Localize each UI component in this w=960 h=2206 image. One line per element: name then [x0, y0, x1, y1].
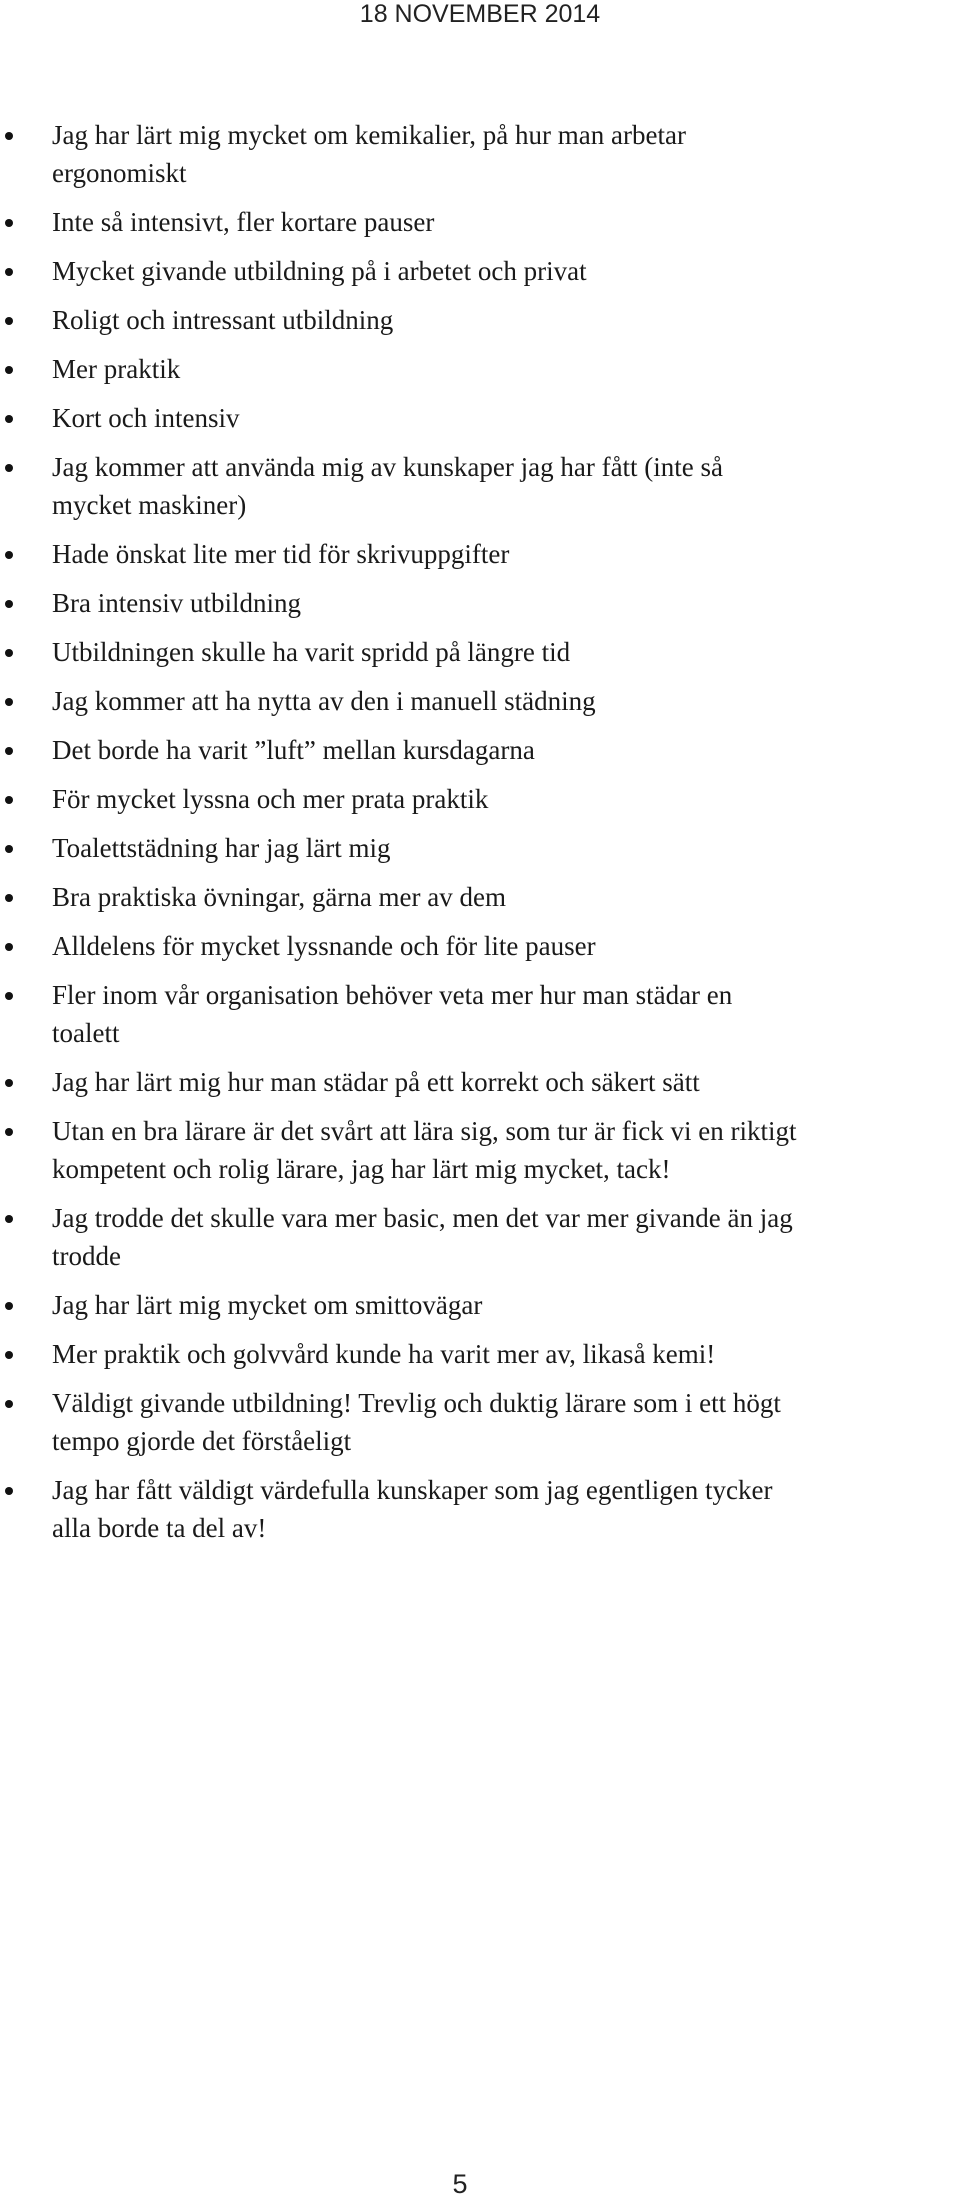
- list-item: [0, 448, 908, 524]
- bullet-icon: [5, 132, 13, 140]
- bullet-icon: [5, 464, 13, 472]
- bullet-icon: [5, 1302, 13, 1310]
- list-item: [0, 1384, 908, 1460]
- list-item-text: Alldelens för mycket lyssnande och för lite pauser: [52, 931, 596, 961]
- list-item: [0, 976, 908, 1052]
- list-item: [0, 350, 908, 388]
- list-item: [0, 1112, 908, 1188]
- list-item-text: Mer praktik: [52, 354, 181, 384]
- list-item-text: Bra praktiska övningar, gärna mer av dem: [52, 882, 507, 912]
- list-item: [0, 252, 908, 290]
- bullet-icon: [5, 219, 13, 227]
- list-item-text: Toalettstädning har jag lärt mig: [52, 833, 391, 863]
- page-number: 5: [452, 2169, 468, 2199]
- comment-list: [0, 116, 960, 1558]
- list-item: [0, 399, 908, 437]
- list-item-text: Jag har lärt mig hur man städar på ett korrekt och säkert sätt: [52, 1067, 700, 1097]
- list-item-text: Kort och intensiv: [52, 403, 240, 433]
- list-item: [0, 535, 908, 573]
- list-item: [0, 829, 908, 867]
- list-item-text: Hade önskat lite mer tid för skrivuppgifter: [52, 539, 510, 569]
- list-item: [0, 878, 908, 916]
- list-item-text: Jag trodde det skulle vara mer basic, men det var mer givande än jag trodde: [52, 1203, 793, 1271]
- list-item-text: Jag kommer att använda mig av kunskaper jag har fått (inte så mycket maskiner): [52, 452, 724, 520]
- bullet-icon: [5, 1215, 13, 1223]
- bullet-icon: [5, 1128, 13, 1136]
- bullet-icon: [5, 992, 13, 1000]
- bullet-icon: [5, 366, 13, 374]
- bullet-icon: [5, 649, 13, 657]
- bullet-icon: [5, 268, 13, 276]
- list-item-text: Utan en bra lärare är det svårt att lära sig, som tur är fick vi en riktigt kompetent och rolig lärare, jag har lärt mig mycket, tack!: [52, 1116, 797, 1184]
- bullet-icon: [5, 415, 13, 423]
- bullet-icon: [5, 1079, 13, 1087]
- list-item: [0, 1286, 908, 1324]
- bullet-icon: [5, 1487, 13, 1495]
- list-item-text: Det borde ha varit ”luft” mellan kursdagarna: [52, 735, 535, 765]
- list-item-text: Jag kommer att ha nytta av den i manuell städning: [52, 686, 596, 716]
- bullet-icon: [5, 1400, 13, 1408]
- list-item: [0, 1471, 908, 1547]
- list-item: [0, 301, 908, 339]
- bullet-icon: [5, 1351, 13, 1359]
- list-item-text: Jag har lärt mig mycket om kemikalier, på hur man arbetar ergonomiskt: [52, 120, 686, 188]
- list-item-text: Fler inom vår organisation behöver veta mer hur man städar en toalett: [52, 980, 733, 1048]
- bullet-icon: [5, 317, 13, 325]
- list-item: [0, 927, 908, 965]
- list-item: [0, 780, 908, 818]
- bullet-icon: [5, 551, 13, 559]
- bullet-icon: [5, 943, 13, 951]
- list-item: [0, 1335, 908, 1373]
- list-item-text: Väldigt givande utbildning! Trevlig och duktig lärare som i ett högt tempo gjorde det förståeligt: [52, 1388, 781, 1456]
- list-item-text: Roligt och intressant utbildning: [52, 305, 394, 335]
- list-item: [0, 1063, 908, 1101]
- page-header-date: 18 NOVEMBER 2014: [359, 0, 601, 28]
- bullet-icon: [5, 698, 13, 706]
- bullet-icon: [5, 796, 13, 804]
- list-item: [0, 203, 908, 241]
- list-item-text: Utbildningen skulle ha varit spridd på längre tid: [52, 637, 571, 667]
- list-item-text: Mycket givande utbildning på i arbetet och privat: [52, 256, 587, 286]
- list-item: [0, 584, 908, 622]
- bullet-icon: [5, 894, 13, 902]
- list-item-text: Inte så intensivt, fler kortare pauser: [52, 207, 435, 237]
- list-item-text: Jag har fått väldigt värdefulla kunskaper som jag egentligen tycker alla borde ta del av!: [52, 1475, 773, 1543]
- list-item-text: Mer praktik och golvvård kunde ha varit mer av, likaså kemi!: [52, 1339, 716, 1369]
- list-item: [0, 1199, 908, 1275]
- list-item: [0, 682, 908, 720]
- list-item-text: Bra intensiv utbildning: [52, 588, 301, 618]
- bullet-icon: [5, 747, 13, 755]
- list-item-text: För mycket lyssna och mer prata praktik: [52, 784, 489, 814]
- list-item: [0, 633, 908, 671]
- bullet-icon: [5, 845, 13, 853]
- list-item: [0, 731, 908, 769]
- bullet-icon: [5, 600, 13, 608]
- list-item: [0, 116, 908, 192]
- list-item-text: Jag har lärt mig mycket om smittovägar: [52, 1290, 483, 1320]
